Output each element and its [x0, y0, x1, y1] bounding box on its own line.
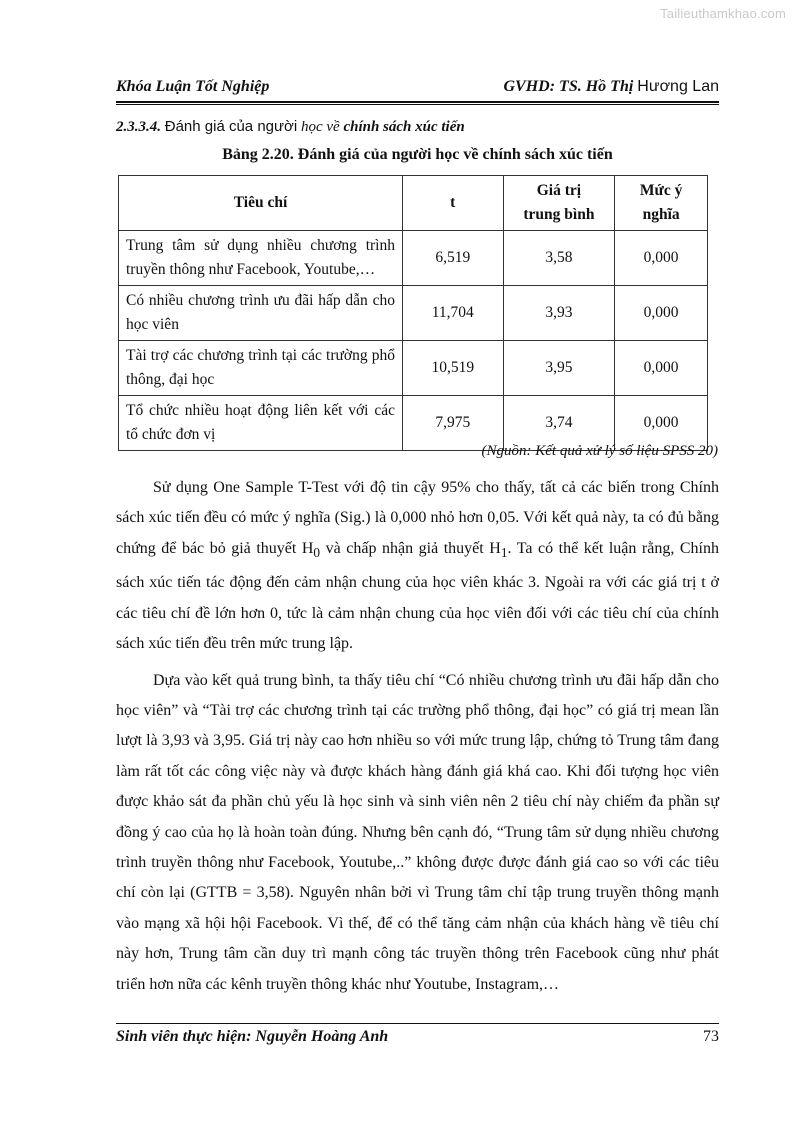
- paragraph1-part3: . Ta có thể kết luận rằng, Chính sách xúc tiến tác động đến cảm nhận chung của học viên khác 3. Ngoài ra với các giá trị t ở các tiêu chí đề lớn hơn 0, tức là cảm nhận chung của học viên đối với các tiêu chí của chính sách xúc tiến đều trên mức trung lập.: [116, 539, 720, 653]
- cell-mean: 3,58: [503, 231, 615, 286]
- section-title-plain: Đánh giá của người: [164, 118, 298, 135]
- section-title-italic: học về: [300, 119, 340, 135]
- table-header-row: [119, 176, 708, 231]
- header-advisor-name: Hương Lan: [637, 78, 719, 95]
- footer-author: Sinh viên thực hiện: Nguyễn Hoàng Anh: [116, 1028, 389, 1045]
- cell-sig: 0,000: [615, 341, 708, 396]
- header-sig-line2: nghĩa: [642, 206, 680, 223]
- cell-mean: 3,74: [503, 396, 615, 451]
- paragraph-ttest: [116, 473, 719, 660]
- page-number: 73: [703, 1028, 719, 1045]
- page-header: [116, 78, 719, 99]
- table-row: [119, 231, 708, 286]
- header-sig-line1: Mức ý: [639, 182, 683, 199]
- table-caption: Bảng 2.20. Đánh giá của người học về chính sách xúc tiến: [222, 146, 613, 163]
- cell-t: 6,519: [402, 231, 503, 286]
- evaluation-table: [118, 175, 708, 451]
- cell-t: 10,519: [402, 341, 503, 396]
- header-advisor: [504, 78, 720, 96]
- header-criterion: Tiêu chí: [119, 176, 403, 231]
- header-rule-thin: [116, 104, 719, 105]
- table-source-note: (Nguồn: Kết quả xử lý số liệu SPSS 20): [481, 443, 718, 459]
- cell-t: 7,975: [402, 396, 503, 451]
- cell-criterion: Tổ chức nhiều hoạt động liên kết với các tổ chức đơn vị: [119, 396, 403, 451]
- paragraph1-part1: Sử dụng One Sample T-Test với độ tin cậy 95% cho thấy, tất cả các biến trong Chính sách xúc tiến đều có mức ý nghĩa (Sig.) là 0,000 nhỏ hơn 0,05. Với kết quả này, ta có đủ bằng chứng để bác bỏ giả thuyết H: [116, 479, 719, 557]
- section-title-bold: chính sách xúc tiến: [343, 119, 465, 135]
- cell-criterion: Có nhiều chương trình ưu đãi hấp dẫn cho học viên: [119, 286, 403, 341]
- header-thesis-title: Khóa Luận Tốt Nghiệp: [116, 78, 270, 95]
- watermark: Tailieuthamkhao.com: [660, 6, 786, 21]
- cell-sig: 0,000: [615, 286, 708, 341]
- table-row: [119, 286, 708, 341]
- cell-mean: 3,95: [503, 341, 615, 396]
- header-rule: [116, 101, 719, 103]
- paragraph1-part2: và chấp nhận giả thuyết H: [320, 539, 501, 557]
- header-mean-line1: Giá trị: [536, 182, 582, 199]
- header-mean-line2: trung bình: [523, 206, 595, 223]
- cell-criterion: Tài trợ các chương trình tại các trường phổ thông, đại học: [119, 341, 403, 396]
- cell-mean: 3,93: [503, 286, 615, 341]
- cell-sig: 0,000: [615, 231, 708, 286]
- header-t: t: [402, 176, 503, 231]
- section-heading: [116, 118, 465, 136]
- cell-sig: 0,000: [615, 396, 708, 451]
- header-advisor-bold: GVHD: TS. Hồ Thị: [503, 78, 634, 95]
- body-text: [116, 473, 719, 1000]
- header-mean: [503, 176, 615, 231]
- table-row: [119, 341, 708, 396]
- cell-t: 11,704: [402, 286, 503, 341]
- paragraph-analysis: Dựa vào kết quả trung bình, ta thấy tiêu chí “Có nhiều chương trình ưu đãi hấp dẫn cho học viên” và “Tài trợ các chương trình tại các trường phổ thông, đại học” có giá trị mean lần lượt là 3,93 và 3,95. Giá trị này cao hơn nhiều so với mức trung lập, chứng tỏ Trung tâm đang làm rất tốt các công việc này và được khách hàng đánh giá khá cao. Khi đối tượng học viên được khảo sát đa phần chủ yếu là học sinh và sinh viên nên 2 tiêu chí này chiếm đa phần sự đồng ý cao của họ là hoàn toàn đúng. Nhưng bên cạnh đó, “Trung tâm sử dụng nhiều chương trình truyền thông như Facebook, Youtube,..” không được được đánh giá cao so với các tiêu chí còn lại (GTTB = 3,58). Nguyên nhân bởi vì Trung tâm chỉ tập trung truyền thông mạnh vào mạng xã hội hội Facebook. Vì thế, để có thể tăng cảm nhận của khách hàng về tiêu chí này hơn, Trung tâm cần duy trì mạnh công tác truyền thông trên Facebook cũng như phát triển hơn nữa các kênh truyền thông khác như Youtube, Instagram,…: [116, 671, 719, 993]
- subscript-0: 0: [313, 545, 321, 560]
- footer-rule: [116, 1023, 719, 1024]
- cell-criterion: Trung tâm sử dụng nhiều chương trình truyền thông như Facebook, Youtube,…: [119, 231, 403, 286]
- subscript-1: 1: [500, 545, 508, 560]
- page-footer: [116, 1028, 719, 1046]
- header-significance: [615, 176, 708, 231]
- section-number: 2.3.3.4.: [116, 119, 161, 135]
